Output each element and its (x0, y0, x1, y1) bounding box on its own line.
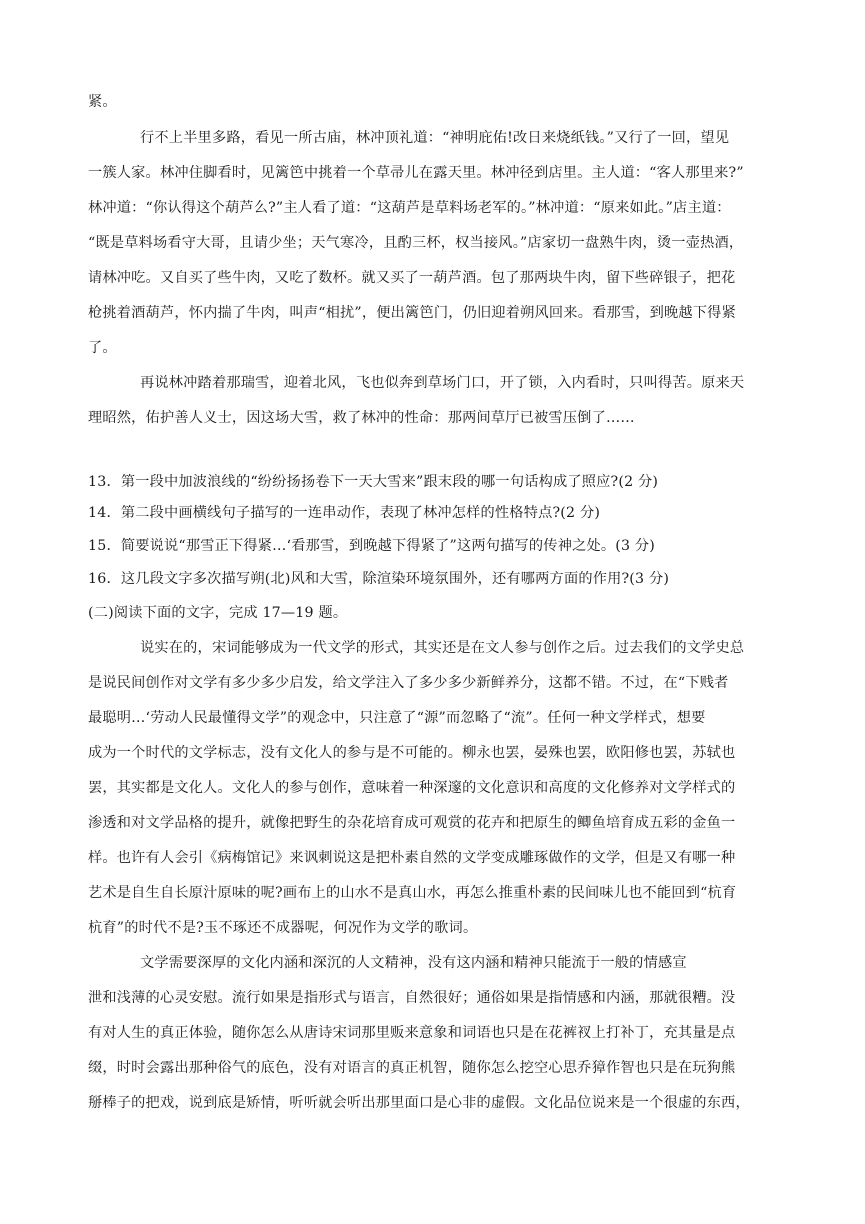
passage-one-line: 紧。 (88, 94, 117, 110)
passage-one-line: “既是草料场看守大哥，且请少坐；天气寒冷，且酌三杯，权当接风。”店家切一盘熟牛肉，烫一壶热酒， (88, 235, 744, 251)
passage-one-line: 再说林冲踏着那瑞雪，迎着北风，飞也似奔到草场门口，开了锁，入内看时，只叫得苦。原来天 (140, 375, 745, 391)
passage-one-line: 林冲道：“你认得这个葫芦么?”主人看了道：“这葫芦是草料场老军的。”林冲道：“原来如此。”店主道： (88, 200, 731, 216)
question-13: 13．第一段中加波浪线的“纷纷扬扬卷下一天大雪来”跟末段的哪一句话构成了照应?(2 分) (88, 474, 659, 490)
section-heading: (二)阅读下面的文字，完成 17—19 题。 (88, 605, 348, 621)
passage-one-line: 了。 (88, 340, 117, 356)
passage-two-line: 缀，时时会露出那种俗气的底色，没有对语言的真正机智，随你怎么挖空心思乔獐作智也只是在玩狗熊 (88, 1060, 736, 1076)
passage-two-line: 罢，其实都是文化人。文化人的参与创作，意味着一种深邃的文化意识和高度的文化修养对文学样式的 (88, 780, 736, 796)
passage-two-line: 成为一个时代的文学标志，没有文化人的参与是不可能的。柳永也罢，晏殊也罢，欧阳修也罢，苏轼也 (88, 745, 736, 761)
passage-two-line: 渗透和对文学品格的提升，就像把野生的杂花培育成可观赏的花卉和把原生的鲫鱼培育成五彩的金鱼一 (88, 815, 736, 831)
question-16: 16．这几段文字多次描写朔(北)风和大雪，除渲染环境氛围外，还有哪两方面的作用?(3 分) (88, 571, 670, 587)
passage-two-line: 泄和浅薄的心灵安慰。流行如果是指形式与语言，自然很好；通俗如果是指情感和内涵，那就很糟。没 (88, 990, 736, 1006)
passage-two-line: 掰棒子的把戏，说到底是矫情，听听就会听出那里面口是心非的虚假。文化品位说来是一个很虚的东西， (88, 1095, 750, 1111)
passage-two-line: 有对人生的真正体验，随你怎么从唐诗宋词那里贩来意象和词语也只是在花裤衩上打补丁，充其量是点 (88, 1025, 736, 1041)
passage-two-line: 是说民间创作对文学有多少多少启发，给文学注入了多少多少新鲜养分，这都不错。不过，在“下贱者 (88, 675, 729, 691)
question-15: 15．简要说说“那雪正下得紧…‘看那雪，到晚越下得紧了”这两句描写的传神之处。(3 分) (88, 538, 656, 554)
passage-two-line: 最聪明…‘劳动人民最懂得文学”的观念中，只注意了“源”而忽略了“流”。任何一种文学样式，想要 (88, 710, 706, 726)
passage-one-line: 一簇人家。林冲住脚看时，见篱笆中挑着一个草帚儿在露天里。林冲径到店里。主人道：“客人那里来?” (88, 165, 744, 181)
passage-one-line: 理昭然，佑护善人义士，因这场大雪，救了林冲的性命：那两间草厅已被雪压倒了…… (88, 410, 635, 426)
passage-two-line: 杭育”的时代不是?玉不琢还不成器呢，何况作为文学的歌词。 (88, 920, 478, 936)
passage-one-line: 枪挑着酒葫芦，怀内揣了牛肉，叫声“相扰”，便出篱笆门，仍旧迎着朔风回来。看那雪，到晚越下得紧 (88, 305, 736, 321)
question-14: 14．第二段中画横线句子描写的一连串动作，表现了林冲怎样的性格特点?(2 分) (88, 505, 601, 521)
passage-two-line: 样。也许有人会引《病梅馆记》来讽刺说这是把朴素自然的文学变成雕琢做作的文学，但是又有哪一种 (88, 850, 736, 866)
passage-one-line: 行不上半里多路，看见一所古庙，林冲顶礼道：“神明庇佑!改日来烧纸钱。”又行了一回，望见 (140, 130, 730, 146)
passage-two-line: 说实在的，宋词能够成为一代文学的形式，其实还是在文人参与创作之后。过去我们的文学史总 (140, 640, 745, 656)
passage-two-line: 艺术是自生自长原汁原味的呢?画布上的山水不是真山水，再怎么推重朴素的民间味儿也不能回到“杭育 (88, 885, 737, 901)
passage-one-line: 请林冲吃。又自买了些牛肉，又吃了数杯。就又买了一葫芦酒。包了那两块牛肉，留下些碎银子，把花 (88, 270, 736, 286)
passage-two-line: 文学需要深厚的文化内涵和深沉的人文精神，没有这内涵和精神只能流于一般的情感宣 (140, 955, 687, 971)
